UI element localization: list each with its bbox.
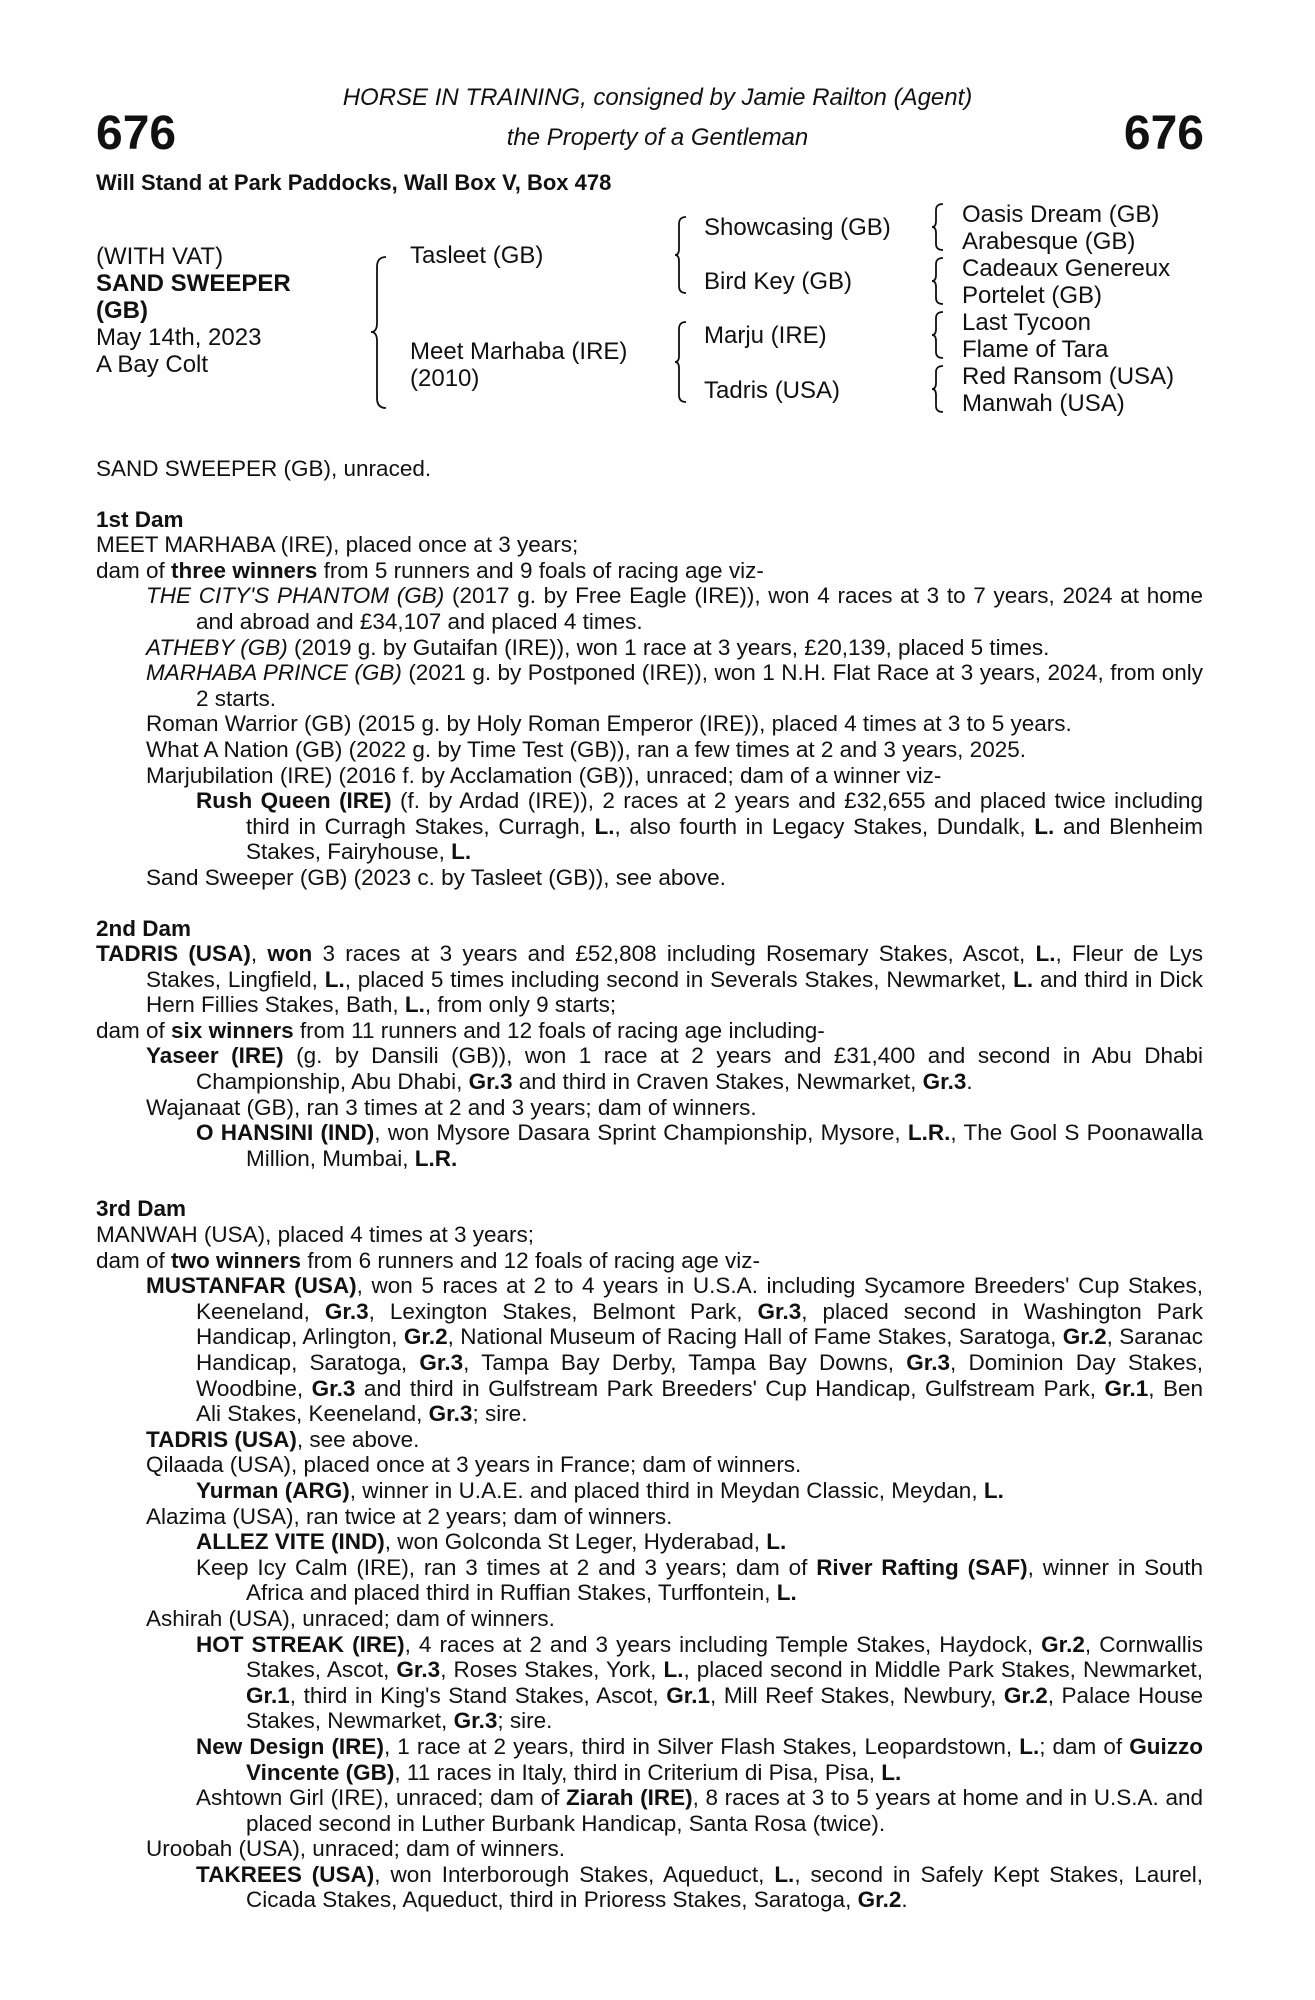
produce-entry: Sand Sweeper (GB) (2023 c. by Tasleet (GB)), see above.: [146, 864, 726, 890]
grand-produce-entry: HOT STREAK (IRE), 4 races at 2 and 3 years including Temple Stakes, Haydock, Gr.2, Cornwallis Stakes, Ascot, Gr.3, Roses Stakes, York, L., placed second in Middle Park Stakes, Newmarket, Gr.1, third in King's Stand Stakes, Ascot, Gr.1, Mill Reef Stakes, Newbury, Gr.2, Palace House Stakes, Newmarket, Gr.3; sire.: [196, 1631, 1204, 1734]
gen3-brace-2: [931, 256, 945, 306]
produce-entry: Marjubilation (IRE) (2016 f. by Acclamation (GB)), unraced; dam of a winner viz-: [146, 762, 942, 788]
consignor-line: HORSE IN TRAINING, consigned by Jamie Railton (Agent): [342, 84, 973, 111]
third-dam-produce-summary: dam of two winners from 6 runners and 12 foals of racing age viz-: [96, 1247, 761, 1273]
gen3-1: Oasis Dream (GB): [962, 201, 1160, 228]
grand-produce-entry: ALLEZ VITE (IND), won Golconda St Leger, Hyderabad, L.: [196, 1529, 787, 1555]
produce-entry: TADRIS (USA), see above.: [146, 1426, 420, 1452]
produce-entry: THE CITY'S PHANTOM (GB) (2017 g. by Free Eagle (IRE)), won 4 races at 3 to 7 years, 2024 at home and abroad and £34,107 and placed 4 times.: [146, 583, 1203, 634]
pedigree-brace: [370, 255, 390, 410]
produce-entry: Alazima (USA), ran twice at 2 years; dam of winners.: [146, 1503, 673, 1529]
first-dam-heading: 1st Dam: [96, 506, 184, 532]
gen3-6: Flame of Tara: [962, 336, 1109, 363]
produce-entry: MARHABA PRINCE (GB) (2021 g. by Postponed (IRE)), won 1 N.H. Flat Race at 3 years, 2024, from only 2 starts.: [146, 660, 1203, 711]
dam-sire: Marju (IRE): [704, 322, 827, 349]
catalogue-body: [96, 456, 1203, 1913]
horse-name: SAND SWEEPER: [96, 270, 291, 297]
gen3-5: Last Tycoon: [962, 309, 1091, 336]
produce-entry: Wajanaat (GB), ran 3 times at 2 and 3 years; dam of winners.: [146, 1094, 757, 1120]
gen3-2: Arabesque (GB): [962, 228, 1136, 255]
grand-produce-entry: Ashtown Girl (IRE), unraced; dam of Ziarah (IRE), 8 races at 3 to 5 years at home and in U.S.A. and placed second in Luther Burbank Handicap, Santa Rosa (twice).: [196, 1785, 1203, 1836]
dam-line-brace: [674, 320, 688, 404]
grand-produce-entry: Rush Queen (IRE) (f. by Ardad (IRE)), 2 races at 2 years and £32,655 and placed twice including third in Curragh Stakes, Curragh, L., also fourth in Legacy Stakes, Dundalk, L. and Blenheim Stakes, Fairyhouse, L.: [196, 788, 1203, 865]
horse-dob: May 14th, 2023: [96, 324, 262, 351]
produce-entry: Qilaada (USA), placed once at 3 years in France; dam of winners.: [146, 1452, 802, 1478]
third-dam-record: MANWAH (USA), placed 4 times at 3 years;: [96, 1222, 535, 1248]
produce-entry: Ashirah (USA), unraced; dam of winners.: [146, 1605, 555, 1631]
grand-produce-entry: New Design (IRE), 1 race at 2 years, third in Silver Flash Stakes, Leopardstown, L.; dam of Guizzo Vincente (GB), 11 races in Italy, third in Criterium di Pisa, Pisa, L.: [196, 1733, 1203, 1785]
sire-sire: Showcasing (GB): [704, 214, 891, 241]
gen3-3: Cadeaux Genereux: [962, 255, 1171, 282]
dam-year: (2010): [410, 365, 480, 392]
second-dam-heading: 2nd Dam: [96, 915, 192, 941]
gen3-8: Manwah (USA): [962, 390, 1125, 417]
gen3-brace-4: [931, 364, 945, 414]
sire-dam: Bird Key (GB): [704, 268, 853, 295]
stand-location: Will Stand at Park Paddocks, Wall Box V, Box 478: [96, 170, 612, 195]
lot-number-left: 676: [96, 107, 177, 160]
race-record-intro: SAND SWEEPER (GB), unraced.: [96, 456, 432, 481]
lot-number-right: 676: [1123, 107, 1204, 160]
third-dam-heading: 3rd Dam: [96, 1196, 187, 1222]
gen3-brace-3: [931, 310, 945, 360]
dam-name: Meet Marhaba (IRE): [410, 338, 628, 365]
produce-entry: Yaseer (IRE) (g. by Dansili (GB)), won 1 race at 2 years and £31,400 and second in Abu Dhabi Championship, Abu Dhabi, Gr.3 and third in Craven Stakes, Newmarket, Gr.3.: [146, 1043, 1204, 1095]
vat-note: (WITH VAT): [96, 243, 224, 270]
sire-name: Tasleet (GB): [410, 242, 544, 269]
second-dam-record: TADRIS (USA), won 3 races at 3 years and £52,808 including Rosemary Stakes, Ascot, L., Fleur de Lys Stakes, Lingfield, L., placed 5 times including second in Severals Stakes, Newmarket, L. and third in Dick Hern Fillies Stakes, Bath, L., from only 9 starts;: [96, 941, 1203, 1018]
gen3-4: Portelet (GB): [962, 282, 1103, 309]
sire-line-brace: [674, 215, 688, 295]
grand-produce-entry: O HANSINI (IND), won Mysore Dasara Sprint Championship, Mysore, L.R., The Gool S Poonawalla Million, Mumbai, L.R.: [196, 1120, 1203, 1171]
gen3-7: Red Ransom (USA): [962, 363, 1175, 390]
property-line: the Property of a Gentleman: [506, 124, 809, 151]
produce-entry: What A Nation (GB) (2022 g. by Time Test (GB)), ran a few times at 2 and 3 years, 2025.: [146, 736, 1026, 762]
gen3-brace-1: [931, 202, 945, 252]
horse-country: (GB): [96, 297, 148, 324]
grand-produce-entry: TAKREES (USA), won Interborough Stakes, Aqueduct, L., second in Safely Kept Stakes, Laurel, Cicada Stakes, Aqueduct, third in Prioress Stakes, Saratoga, Gr.2.: [196, 1861, 1203, 1913]
horse-description: A Bay Colt: [96, 351, 209, 378]
produce-entry: Uroobah (USA), unraced; dam of winners.: [146, 1836, 565, 1862]
produce-entry: Roman Warrior (GB) (2015 g. by Holy Roman Emperor (IRE)), placed 4 times at 3 to 5 years.: [146, 711, 1072, 737]
first-dam-produce-summary: dam of three winners from 5 runners and 9 foals of racing age viz-: [96, 557, 764, 583]
dam-dam: Tadris (USA): [704, 377, 841, 404]
produce-entry: ATHEBY (GB) (2019 g. by Gutaifan (IRE)), won 1 race at 3 years, £20,139, placed 5 times.: [146, 634, 1050, 660]
grand-produce-entry: Keep Icy Calm (IRE), ran 3 times at 2 and 3 years; dam of River Rafting (SAF), winner in South Africa and placed third in Ruffian Stakes, Turffontein, L.: [196, 1554, 1203, 1606]
produce-entry: MUSTANFAR (USA), won 5 races at 2 to 4 years in U.S.A. including Sycamore Breeders' Cup Stakes, Keeneland, Gr.3, Lexington Stakes, Belmont Park, Gr.3, placed second in Washington Park Handicap, Arlington, Gr.2, National Museum of Racing Hall of Fame Stakes, Saratoga, Gr.2, Saranac Handicap, Saratoga, Gr.3, Tampa Bay Derby, Tampa Bay Downs, Gr.3, Dominion Day Stakes, Woodbine, Gr.3 and third in Gulfstream Park Breeders' Cup Handicap, Gulfstream Park, Gr.1, Ben Ali Stakes, Keeneland, Gr.3; sire.: [146, 1273, 1203, 1427]
second-dam-produce-summary: dam of six winners from 11 runners and 12 foals of racing age including-: [96, 1017, 825, 1043]
first-dam-record: MEET MARHABA (IRE), placed once at 3 years;: [96, 532, 579, 558]
grand-produce-entry: Yurman (ARG), winner in U.A.E. and placed third in Meydan Classic, Meydan, L.: [196, 1477, 1004, 1503]
